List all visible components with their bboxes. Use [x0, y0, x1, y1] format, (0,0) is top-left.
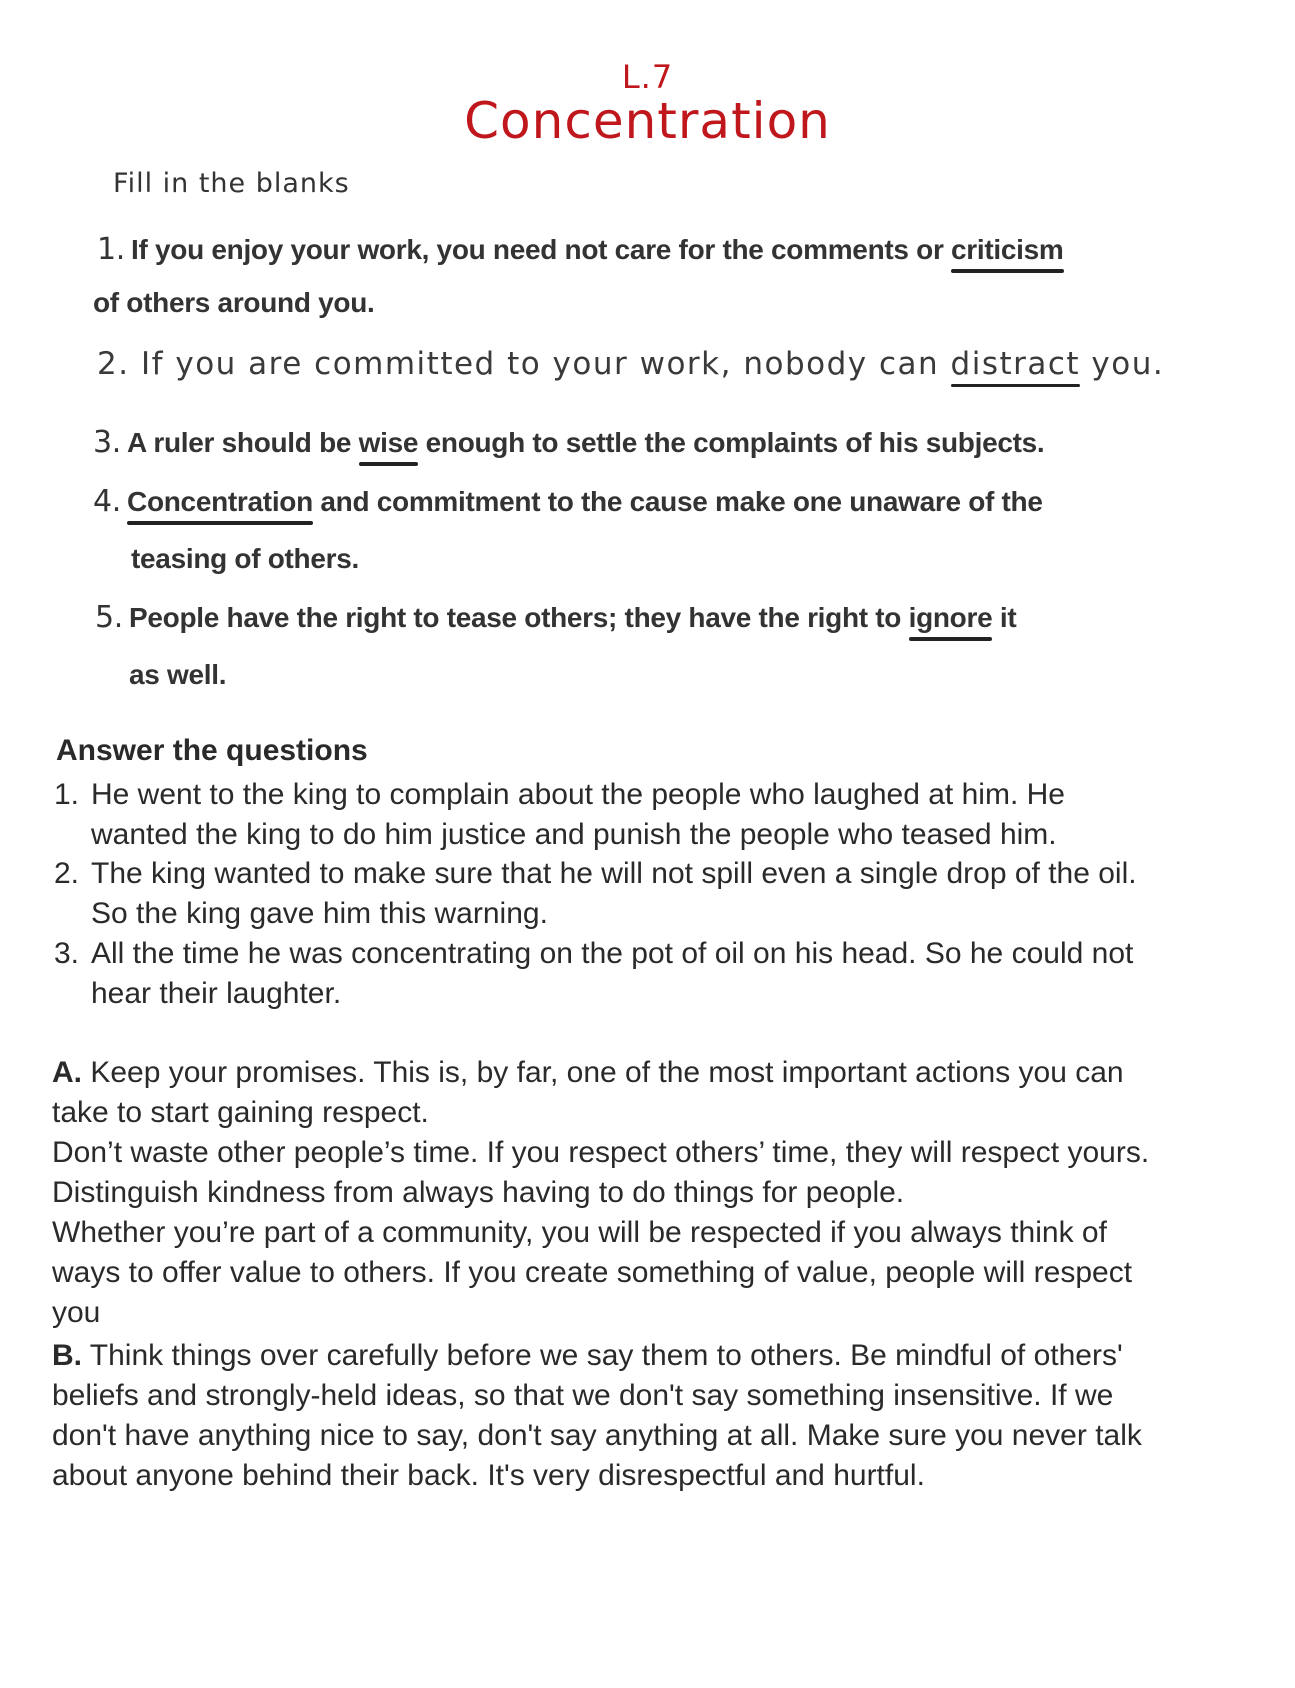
answer-line: The king wanted to make sure that he will not spill even a single drop of the oil. [91, 857, 1137, 890]
item-text-end: it [992, 602, 1017, 633]
section-b-label: B. [52, 1339, 82, 1372]
answer-word: Concentration [127, 486, 313, 517]
item-number: 5. [95, 600, 124, 635]
section-a-line: Don’t waste other people’s time. If you respect others’ time, they will respect yours. [52, 1136, 1150, 1169]
item-text-end: enough to settle the complaints of his subjects. [418, 427, 1045, 458]
item-number: 3. [93, 425, 122, 460]
section-a-line: ways to offer value to others. If you create something of value, people will respect [52, 1256, 1133, 1289]
answer-number: 2. [54, 857, 80, 890]
answer-word: wise [358, 427, 419, 458]
item-number: 1. [97, 232, 126, 267]
item-number: 2. [97, 346, 130, 382]
answer-line: hear their laughter. [91, 977, 342, 1010]
fill-item-continuation: of others around you. [93, 287, 375, 318]
answer-questions-heading: Answer the questions [56, 734, 368, 767]
fill-item-continuation: as well. [129, 659, 227, 690]
item-text-end: you. [1080, 346, 1165, 382]
answer-word: ignore [908, 602, 993, 633]
fill-item [93, 425, 1044, 460]
section-a-label: A. [52, 1056, 82, 1089]
answer-line: So the king gave him this warning. [91, 897, 548, 930]
fill-item [97, 232, 1064, 267]
answer-number: 3. [54, 937, 80, 970]
answer-line: All the time he was concentrating on the pot of oil on his head. So he could not [91, 937, 1134, 970]
section-b-line: about anyone behind their back. It's very disrespectful and hurtful. [52, 1459, 925, 1492]
item-text: People have the right to tease others; they have the right to [129, 602, 909, 633]
page-title: Concentration [464, 92, 831, 150]
answer-word: criticism [951, 234, 1064, 265]
item-number: 4. [93, 484, 122, 519]
fill-item [93, 484, 1043, 519]
item-text: If you enjoy your work, you need not care for the comments or [131, 234, 952, 265]
section-b-line: B. Think things over carefully before we say them to others. Be mindful of others' [52, 1339, 1123, 1372]
section-a-line: take to start gaining respect. [52, 1096, 429, 1129]
item-text-end: and commitment to the cause make one unaware of the [312, 486, 1043, 517]
section-a-line: Distinguish kindness from always having to do things for people. [52, 1176, 905, 1209]
fill-item [97, 346, 1164, 382]
lesson-number: L.7 [621, 58, 674, 96]
section-b-line: don't have anything nice to say, don't say anything at all. Make sure you never talk [52, 1419, 1142, 1452]
section-b-line: beliefs and strongly-held ideas, so that we don't say something insensitive. If we [52, 1379, 1114, 1412]
section-a-line: Whether you’re part of a community, you will be respected if you always think of [52, 1216, 1107, 1249]
item-text: A ruler should be [127, 427, 359, 458]
fill-blanks-heading: Fill in the blanks [113, 168, 350, 199]
section-a-line: A. Keep your promises. This is, by far, one of the most important actions you can [52, 1056, 1124, 1089]
answer-line: He went to the king to complain about the people who laughed at him. He [91, 778, 1065, 811]
fill-item-continuation: teasing of others. [131, 543, 359, 574]
answer-word: distract [950, 346, 1081, 382]
item-text: If you are committed to your work, nobody can [140, 346, 951, 382]
answer-line: wanted the king to do him justice and punish the people who teased him. [91, 818, 1057, 851]
fill-item [95, 600, 1016, 635]
answer-number: 1. [54, 778, 80, 811]
section-a-line: you [52, 1296, 101, 1329]
